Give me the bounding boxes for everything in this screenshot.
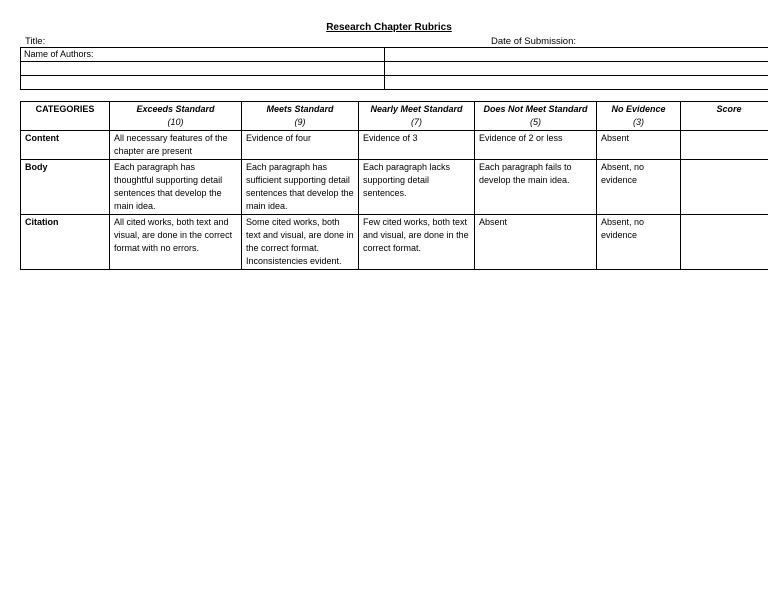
rubric-row-content xyxy=(21,131,768,160)
authors-row xyxy=(21,48,768,62)
date-of-submission-label: Date of Submission: xyxy=(491,36,577,47)
rubric-header-row xyxy=(21,102,768,131)
authors-field[interactable] xyxy=(384,62,768,76)
rubric-cell: Absent xyxy=(475,215,597,270)
header-does-not-meet-standard: Does Not Meet Standard (5) xyxy=(475,102,597,131)
authors-row xyxy=(21,76,768,90)
rubric-cell: Some cited works, both text and visual, are done in the correct format. Inconsistencies evident. xyxy=(242,215,359,270)
rubric-cell: Absent, no evidence xyxy=(597,160,681,215)
rubric-cell: Evidence of four xyxy=(242,131,359,160)
score-cell[interactable] xyxy=(681,215,768,270)
rubric-cell: Absent, no evidence xyxy=(597,215,681,270)
header-nearly-meet-standard: Nearly Meet Standard (7) xyxy=(359,102,475,131)
header-score: Score xyxy=(681,102,768,131)
rubric-row-citation xyxy=(21,215,768,270)
rubric-cell: All cited works, both text and visual, are done in the correct format with no errors. xyxy=(110,215,242,270)
rubric-cell: Each paragraph lacks supporting detail sentences. xyxy=(359,160,475,215)
rubric-cell: Evidence of 2 or less xyxy=(475,131,597,160)
header-categories: CATEGORIES xyxy=(21,102,110,131)
authors-table xyxy=(20,47,768,90)
category-citation: Citation xyxy=(21,215,110,270)
rubric-cell: Each paragraph fails to develop the main idea. xyxy=(475,160,597,215)
authors-field[interactable] xyxy=(21,62,385,76)
header-meets-standard: Meets Standard (9) xyxy=(242,102,359,131)
header-no-evidence: No Evidence (3) xyxy=(597,102,681,131)
category-body: Body xyxy=(21,160,110,215)
category-content: Content xyxy=(21,131,110,160)
rubric-cell: Each paragraph has thoughtful supporting detail sentences that develop the main idea. xyxy=(110,160,242,215)
title-label: Title: xyxy=(25,36,46,47)
rubric-row-body xyxy=(21,160,768,215)
header-exceeds-standard: Exceeds Standard (10) xyxy=(110,102,242,131)
rubric-cell: Few cited works, both text and visual, are done in the correct format. xyxy=(359,215,475,270)
rubric-cell: All necessary features of the chapter are present xyxy=(110,131,242,160)
rubric-table xyxy=(20,101,768,270)
rubric-cell: Absent xyxy=(597,131,681,160)
score-cell[interactable] xyxy=(681,160,768,215)
rubric-cell: Evidence of 3 xyxy=(359,131,475,160)
score-cell[interactable] xyxy=(681,131,768,160)
rubric-cell: Each paragraph has sufficient supporting detail sentences that develop the main idea. xyxy=(242,160,359,215)
authors-field[interactable] xyxy=(384,48,768,62)
document-title: Research Chapter Rubrics xyxy=(326,22,452,33)
authors-field[interactable] xyxy=(21,76,385,90)
authors-label: Name of Authors: xyxy=(21,48,385,62)
authors-field[interactable] xyxy=(384,76,768,90)
authors-row xyxy=(21,62,768,76)
